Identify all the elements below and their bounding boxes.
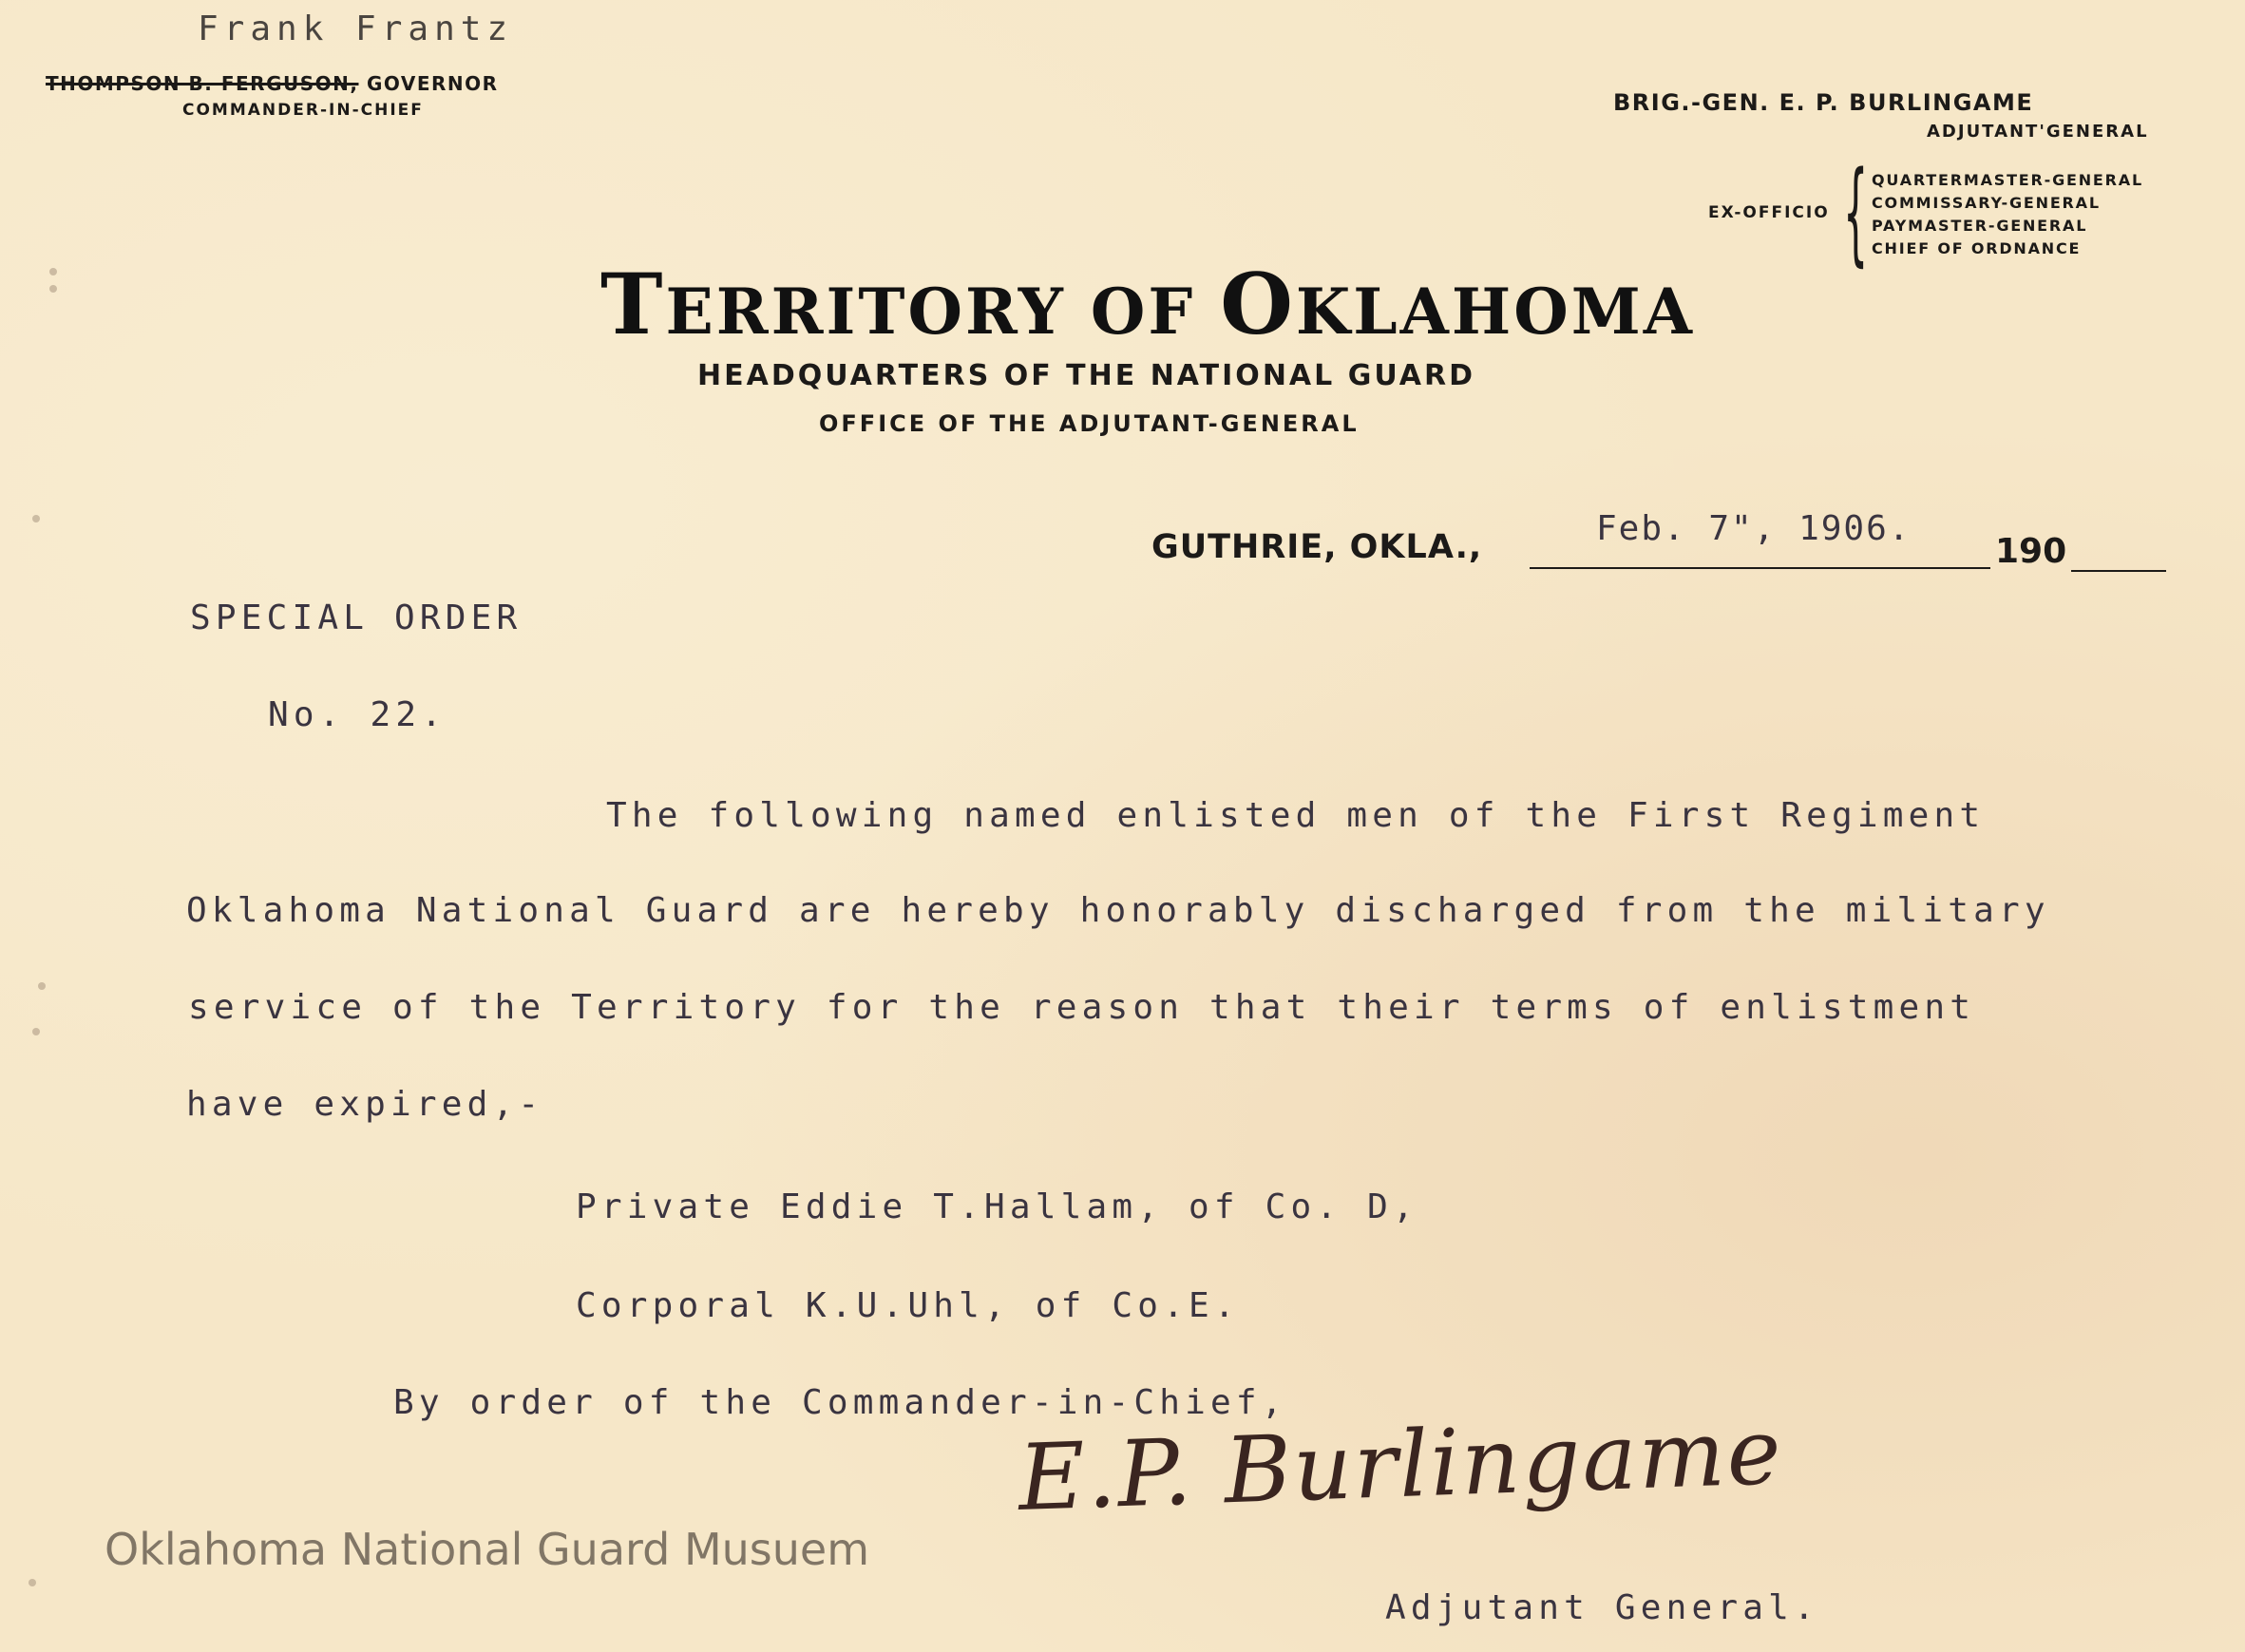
watermark: Oklahoma National Guard Musuem <box>105 1524 870 1575</box>
governor-role: GOVERNOR <box>366 72 499 95</box>
letterhead-title: TERRITORY OF OKLAHOMA <box>600 255 1695 353</box>
letterhead-subtitle: HEADQUARTERS OF THE NATIONAL GUARD <box>697 359 1475 392</box>
brace-icon: { <box>1843 146 1869 277</box>
handwritten-annotation: Frank Frantz <box>198 9 514 48</box>
paper-mark <box>38 982 46 990</box>
ex-officio-role: PAYMASTER-GENERAL <box>1872 217 2088 235</box>
paper-mark <box>32 515 40 522</box>
discharged-man: Private Eddie T.Hallam, of Co. D, <box>576 1187 1418 1226</box>
signature-title: Adjutant General. <box>1385 1588 1819 1627</box>
governor-name: THOMPSON B. FERGUSON, <box>46 72 359 95</box>
paper-mark <box>29 1579 36 1586</box>
dateline-year-prefix: 190 <box>1995 532 2067 571</box>
date-underline <box>1530 567 1990 569</box>
ex-officio-role: QUARTERMASTER-GENERAL <box>1872 171 2143 189</box>
paper-mark <box>49 285 57 293</box>
general-name: BRIG.-GEN. E. P. BURLINGAME <box>1613 89 2034 116</box>
body-line: Oklahoma National Guard are hereby honorably discharged from the military <box>186 891 2050 930</box>
order-type: SPECIAL ORDER <box>190 598 523 637</box>
discharged-man: Corporal K.U.Uhl, of Co.E. <box>576 1286 1240 1325</box>
body-line: service of the Territory for the reason that their terms of enlistment <box>188 988 1976 1027</box>
general-title: ADJUTANT'GENERAL <box>1927 122 2149 142</box>
signature: E.P. Burlingame <box>1017 1397 1785 1531</box>
order-number: No. 22. <box>268 695 447 734</box>
dateline-date: Feb. 7", 1906. <box>1596 509 1912 548</box>
ex-officio-role: COMMISSARY-GENERAL <box>1872 194 2101 212</box>
letterhead-office: OFFICE OF THE ADJUTANT-GENERAL <box>819 410 1360 437</box>
body-line: The following named enlisted men of the First Regiment <box>606 796 1986 835</box>
governor-title: COMMANDER-IN-CHIEF <box>182 101 424 120</box>
ex-officio-role: CHIEF OF ORDNANCE <box>1872 239 2082 257</box>
ex-officio-label: EX-OFFICIO <box>1708 203 1830 222</box>
by-order-line: By order of the Commander-in-Chief, <box>393 1383 1287 1422</box>
year-underline <box>2071 570 2166 572</box>
governor-name-line <box>46 72 499 95</box>
dateline-place: GUTHRIE, OKLA., <box>1151 528 1483 566</box>
body-line: have expired,- <box>186 1085 544 1124</box>
paper-mark <box>49 268 57 275</box>
paper-mark <box>32 1028 40 1035</box>
ex-officio-roles <box>1872 169 2143 260</box>
